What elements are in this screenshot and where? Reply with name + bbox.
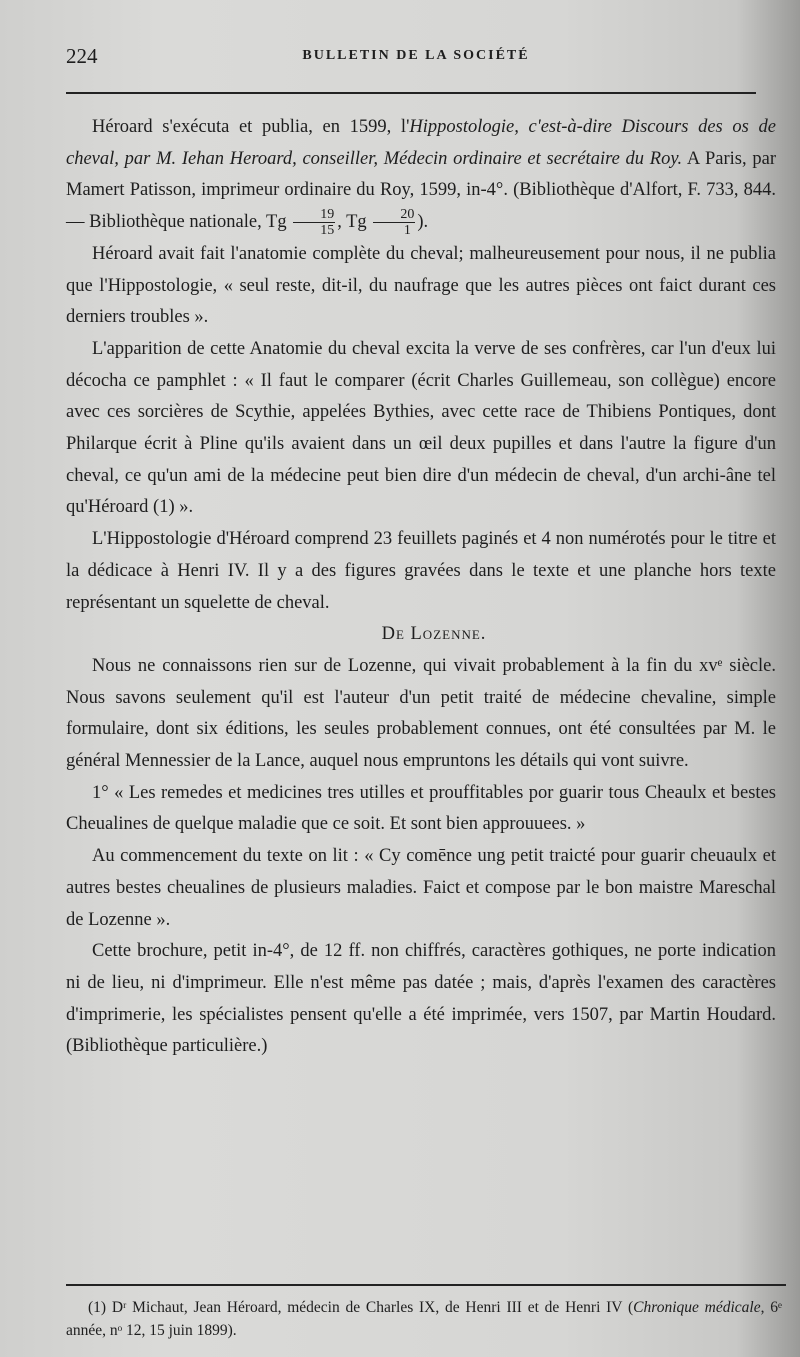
paragraph-text: A Paris, par Mamert Patisson, imprimeur ordinaire du Roy, 1599, in-4°. (Bibliothèque d'Alfort, F. 733, 844. — Bibliothèque nationale, Tg [66,148,776,233]
call-number-fraction [373,207,415,238]
header-rule [66,92,756,94]
paragraph-lozenne-intro: Nous ne connaissons rien sur de Lozenne, qui vivait probablement à la fin du xvᵉ siècle. Nous savons seulement qu'il est l'auteur d'un petit traité de médecine chevaline, simple formulaire, dont six éditions, les seules probablement connues, ont été consultées par M. le général Mennessier de la Lance, auquel nous empruntons les détails qui vont suivre. [66,655,776,772]
fraction-denominator: 1 [403,223,411,239]
main-text [66,112,776,1063]
fraction-denominator: 15 [320,223,335,239]
paragraph-hippostologie-description: L'Hippostologie d'Héroard comprend 23 feuillets paginés et 4 non numérotés pour le titre et la dédicace à Henri IV. Il y a des figures gravées dans le texte et une planche hors texte représentant un squelette de cheval. [66,529,776,613]
footnotes [66,1296,782,1342]
page-header [66,44,766,74]
footnote-journal-italic: Chronique médicale [633,1299,761,1316]
fraction-numerator: 19 [293,207,335,223]
paragraph-text-beginning: Au commencement du texte on lit : « Cy comēnce ung petit traicté pour guarir cheuaulx et autres bestes cheualines de plusieurs maladies. Faict et compose par le bon maistre Mareschal de Lozenne ». [66,846,776,930]
paragraph-hippostologie-publication [66,112,776,239]
call-number-fraction [293,207,335,238]
footnote-1 [66,1296,782,1342]
paragraph-pamphlet: L'apparition de cette Anatomie du cheval excita la verve de ses confrères, car l'un d'eux lui décocha ce pamphlet : « Il faut le comparer (écrit Charles Guillemeau, son collègue) encore avec ces sorcières de Scythie, appelées Bythies, avec cette race de Thibiens Pontiques, dont Philarque écrit à Pline qu'ils avaient dans un œil deux pupilles et dans l'autre la figure d'un cheval, ce qu'un ami de la médecine peut bien dire d'un médecin de cheval, d'un archi-âne tel qu'Héroard (1) ». [66,338,776,518]
section-heading: De Lozenne. [381,624,487,645]
paragraph-brochure-description: Cette brochure, petit in-4°, de 12 ff. non chiffrés, caractères gothiques, ne porte indication ni de lieu, ni d'imprimeur. Elle n'est même pas datée ; mais, d'après l'examen des caractères d'imprimerie, les spécialistes pensent qu'elle a été imprimée, vers 1507, par Martin Houdard. (Bibliothèque particulière.) [66,941,776,1057]
fraction-numerator: 20 [373,207,415,223]
running-title: BULLETIN DE LA SOCIÉTÉ [302,48,530,63]
footnote-rule [66,1284,786,1286]
book-title-italic: Hippostologie, c'est-à-dire Discours des os de cheval, par M. Iehan Heroard, conseiller, Médecin ordinaire et secrétaire du Roy. [66,117,776,169]
footnote-text: (1) Dʳ Michaut, Jean Héroard, médecin de Charles IX, de Henri III et de Henri IV ( [88,1299,634,1316]
page-number: 224 [66,44,98,68]
paragraph-text: Héroard s'exécuta et publia, en 1599, l' [92,117,410,137]
paragraph-anatomie: Héroard avait fait l'anatomie complète du cheval; malheureusement pour nous, il ne publia que l'Hippostologie, « seul reste, dit-il, du naufrage que les autres pièces ont faict durant ces derniers troubles ». [66,243,776,328]
paragraph-text: ). [417,212,429,233]
paragraph-edition-title: 1° « Les remedes et medicines tres utilles et prouffitables por guarir tous Cheaulx et bestes Cheualines de quelque maladie que ce soit. Et sont bien approuuees. » [66,782,776,835]
paragraph-text: , Tg [337,212,372,233]
footnote-text: , 6ᵉ année, nᵒ 12, 15 juin 1899). [66,1299,782,1339]
